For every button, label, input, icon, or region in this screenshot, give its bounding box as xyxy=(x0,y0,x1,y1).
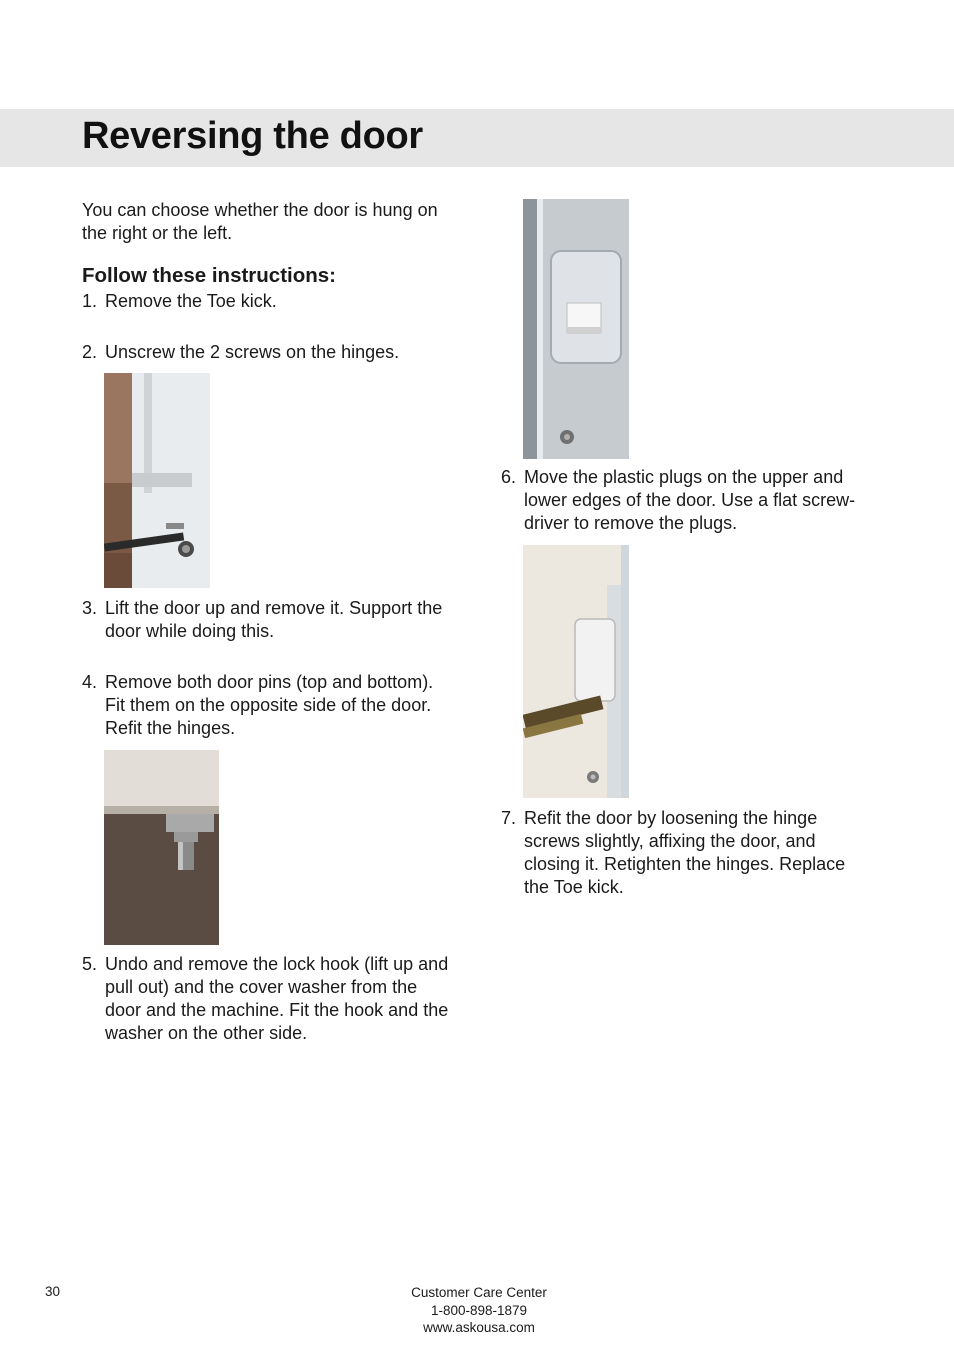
step-text: Unscrew the 2 screws on the hinges. xyxy=(105,342,400,362)
customer-care-label: Customer Care Center xyxy=(411,1285,547,1300)
instructions-heading: Follow these instructions: xyxy=(82,264,336,287)
step-1 xyxy=(82,290,462,314)
door-pin-photo xyxy=(104,750,219,945)
lock-hook-photo xyxy=(523,199,629,459)
intro-text: You can choose whether the door is hung on the right or the left. xyxy=(82,200,438,243)
page-title: Reversing the door xyxy=(82,115,423,157)
step-text: Refit the hinges. xyxy=(105,718,236,738)
website-link[interactable]: www.askousa.com xyxy=(423,1320,535,1335)
step-number: 3. xyxy=(82,598,98,618)
step-number: 5. xyxy=(82,954,98,974)
page-number: 30 xyxy=(45,1284,61,1299)
hinge-screws-photo xyxy=(104,373,210,588)
step-number: 7. xyxy=(501,808,517,828)
step-text: Remove both door pins (top and bottom). xyxy=(105,672,434,692)
step-5 xyxy=(82,953,462,1047)
step-text: lower edges of the door. Use a flat screw- xyxy=(524,490,856,510)
step-2 xyxy=(82,341,462,365)
step-7 xyxy=(501,807,891,901)
step-text: Move the plastic plugs on the upper and xyxy=(524,467,844,487)
step-text: driver to remove the plugs. xyxy=(524,513,738,533)
step-text: closing it. Retighten the hinges. Replace xyxy=(524,854,846,874)
step-6 xyxy=(501,466,891,536)
step-text: Lift the door up and remove it. Support the xyxy=(105,598,443,618)
step-number: 1. xyxy=(82,291,98,311)
step-text: washer on the other side. xyxy=(105,1023,308,1043)
phone-number: 1-800-898-1879 xyxy=(430,1302,528,1318)
step-4 xyxy=(82,671,462,741)
step-text: pull out) and the cover washer from the xyxy=(105,977,418,997)
footer-contact xyxy=(380,1284,578,1337)
step-3 xyxy=(82,597,462,645)
step-number: 6. xyxy=(501,467,517,487)
step-number: 4. xyxy=(82,672,98,692)
step-text: door and the machine. Fit the hook and the xyxy=(105,1000,449,1020)
plastic-plug-photo xyxy=(523,545,629,798)
step-text: door while doing this. xyxy=(105,621,275,641)
step-text: the Toe kick. xyxy=(524,877,624,897)
step-text: Undo and remove the lock hook (lift up and xyxy=(105,954,449,974)
step-text: Remove the Toe kick. xyxy=(105,291,277,311)
step-text: screws slightly, affixing the door, and xyxy=(524,831,816,851)
step-text: Fit them on the opposite side of the door. xyxy=(105,695,432,715)
step-text: Refit the door by loosening the hinge xyxy=(524,808,818,828)
step-number: 2. xyxy=(82,342,98,362)
